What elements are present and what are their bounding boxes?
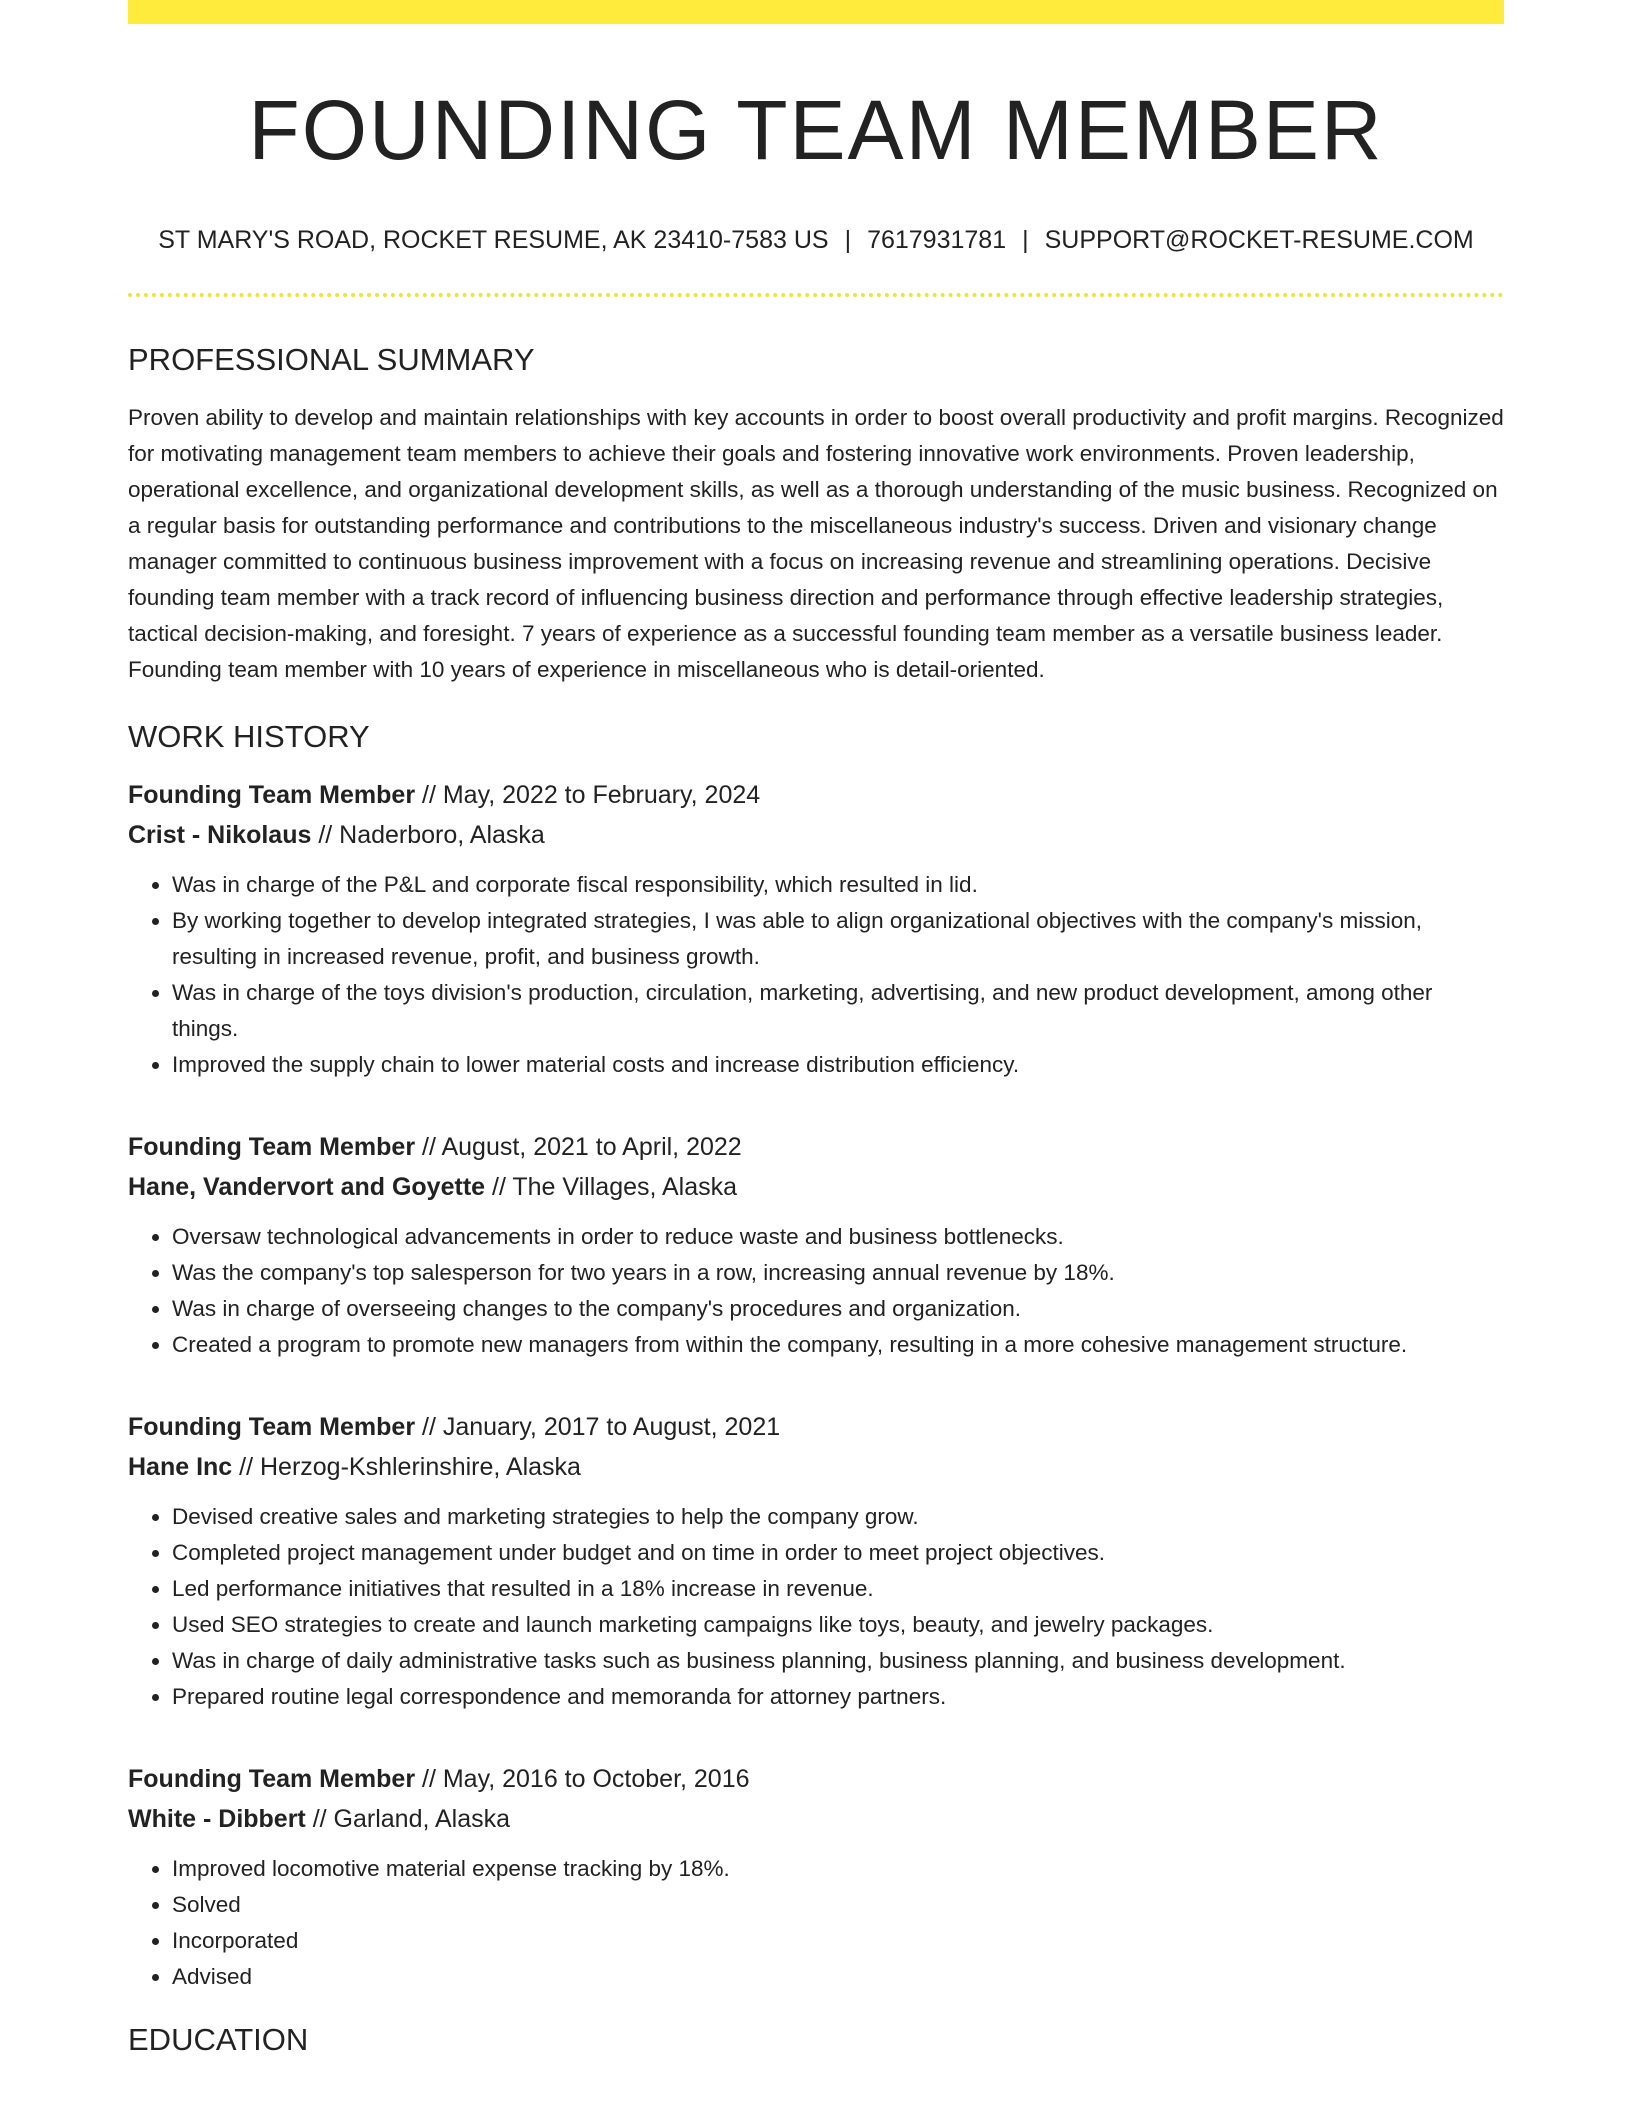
job-dates: // May, 2016 to October, 2016 (415, 1765, 750, 1794)
job-title-line (128, 775, 1504, 815)
job-role: Founding Team Member (128, 1133, 416, 1162)
job-location: // The Villages, Alaska (485, 1173, 738, 1202)
job-role: Founding Team Member (128, 781, 416, 810)
job-company: White - Dibbert (128, 1805, 306, 1834)
job-location: // Herzog-Kshlerinshire, Alaska (232, 1453, 581, 1482)
job-bullet: • Led performance initiatives that resulted in a 18% increase in revenue. (172, 1571, 1504, 1607)
job-bullet: • Incorporated (172, 1923, 1504, 1959)
contact-separator: | (844, 225, 852, 254)
job-bullet: • Improved the supply chain to lower material costs and increase distribution efficiency. (172, 1047, 1504, 1083)
job-role: Founding Team Member (128, 1413, 416, 1442)
accent-bar (128, 0, 1504, 24)
job-bullet: • Completed project management under budget and on time in order to meet project objectives. (172, 1535, 1504, 1571)
job-company-line (128, 1167, 1504, 1207)
header-divider (128, 293, 1504, 297)
job-title-line (128, 1759, 1504, 1799)
job-bullet: • Was the company's top salesperson for two years in a row, increasing annual revenue by 18%. (172, 1255, 1504, 1291)
job-role: Founding Team Member (128, 1765, 416, 1794)
job-title-line (128, 1407, 1504, 1447)
job-bullet: • Was in charge of daily administrative tasks such as business planning, business planning, and business development. (172, 1643, 1504, 1679)
job-bullet: • Devised creative sales and marketing strategies to help the company grow. (172, 1499, 1504, 1535)
contact-address: ST MARY'S ROAD, ROCKET RESUME, AK 23410-7583 US (158, 225, 829, 254)
job-bullet: • Solved (172, 1887, 1504, 1923)
resume-name: FOUNDING TEAM MEMBER (248, 83, 1384, 177)
job-company: Hane Inc (128, 1453, 233, 1482)
job-dates: // January, 2017 to August, 2021 (415, 1413, 781, 1442)
job-bullet: • Oversaw technological advancements in order to reduce waste and business bottlenecks. (172, 1219, 1504, 1255)
contact-phone: 7617931781 (867, 225, 1007, 254)
work-history-list (128, 775, 1504, 1995)
job-dates: // August, 2021 to April, 2022 (415, 1133, 742, 1162)
job-bullet-list (128, 867, 1504, 1083)
job-bullet: • By working together to develop integrated strategies, I was able to align organizational objectives with the company's mission, resulting in increased revenue, profit, and business growth. (172, 903, 1504, 975)
job-company: Crist - Nikolaus (128, 821, 312, 850)
job-bullet-list (128, 1851, 1504, 1995)
job-bullet: • Created a program to promote new managers from within the company, resulting in a more cohesive management structure. (172, 1327, 1504, 1363)
job-bullet: • Was in charge of the P&L and corporate fiscal responsibility, which resulted in lid. (172, 867, 1504, 903)
section-title-education: EDUCATION (128, 2022, 309, 2058)
job-company-line (128, 815, 1504, 855)
job-location: // Naderboro, Alaska (311, 821, 545, 850)
job-bullet: • Was in charge of the toys division's production, circulation, marketing, advertising, and new product development, among other things. (172, 975, 1504, 1047)
job-bullet: • Improved locomotive material expense tracking by 18%. (172, 1851, 1504, 1887)
job-company-line (128, 1799, 1504, 1839)
job-title-line (128, 1127, 1504, 1167)
resume-page (128, 0, 1504, 2058)
job-entry (128, 775, 1504, 1083)
job-location: // Garland, Alaska (305, 1805, 511, 1834)
job-entry (128, 1759, 1504, 1995)
contact-separator: | (1022, 225, 1029, 254)
job-bullet: • Prepared routine legal correspondence and memoranda for attorney partners. (172, 1679, 1504, 1715)
section-title-work-history: WORK HISTORY (128, 718, 370, 754)
job-bullet: • Advised (172, 1959, 1504, 1995)
contact-line (128, 225, 1504, 255)
job-entry (128, 1407, 1504, 1715)
job-bullet: • Used SEO strategies to create and launch marketing campaigns like toys, beauty, and jewelry packages. (172, 1607, 1504, 1643)
job-dates: // May, 2022 to February, 2024 (415, 781, 761, 810)
contact-email: SUPPORT@ROCKET-RESUME.COM (1044, 225, 1474, 254)
job-bullet-list (128, 1219, 1504, 1363)
job-company: Hane, Vandervort and Goyette (128, 1173, 486, 1202)
job-entry (128, 1127, 1504, 1363)
job-bullet: • Was in charge of overseeing changes to the company's procedures and organization. (172, 1291, 1504, 1327)
section-title-summary: PROFESSIONAL SUMMARY (128, 341, 535, 377)
job-company-line (128, 1447, 1504, 1487)
job-bullet-list (128, 1499, 1504, 1715)
summary-text: Proven ability to develop and maintain relationships with key accounts in order to boost overall productivity and profit margins. Recognized for motivating management team members to achieve their goals and fostering innovative work environments. Proven leadership, operational excellence, and organizational development skills, as well as a thorough understanding of the music business. Recognized on a regular basis for outstanding performance and contributions to the miscellaneous industry's success. Driven and visionary change manager committed to continuous business improvement with a focus on increasing revenue and streamlining operations. Decisive founding team member with a track record of influencing business direction and performance through effective leadership strategies, tactical decision-making, and foresight. 7 years of experience as a successful founding team member as a versatile business leader. Founding team member with 10 years of experience in miscellaneous who is detail-oriented. (128, 404, 1504, 682)
